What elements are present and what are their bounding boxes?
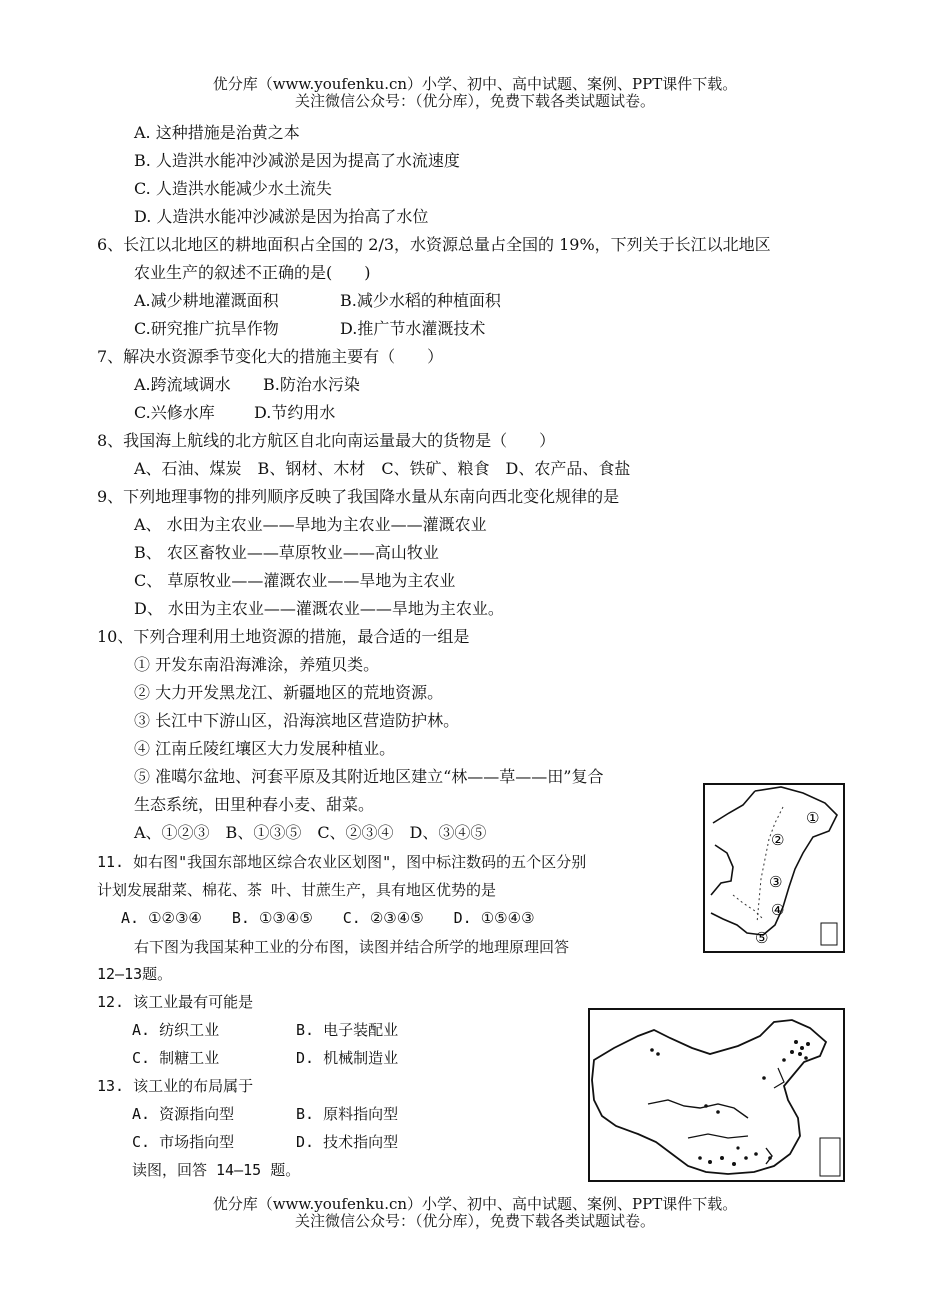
q10-item-4: ④ 江南丘陵红壤区大力发展种植业。 bbox=[134, 739, 396, 758]
q6-option-a: A.减少耕地灌溉面积 bbox=[134, 291, 279, 310]
map2-dot bbox=[768, 1156, 772, 1160]
q13-option-a: A. 资源指向型 bbox=[132, 1105, 235, 1123]
map2-dot bbox=[736, 1146, 739, 1149]
q6-option-b: B.减少水稻的种植面积 bbox=[340, 291, 501, 310]
intro-12-13-line-1: 右下图为我国某种工业的分布图，读图并结合所学的地理原理回答 bbox=[134, 938, 570, 956]
footer-line-1: 优分库（www.youfenku.cn）小学、初中、高中试题、案例、PPT课件下载。 bbox=[212, 1195, 738, 1213]
q7-option-d: D.节约用水 bbox=[254, 403, 336, 422]
q12-option-a: A. 纺织工业 bbox=[132, 1021, 220, 1039]
footer-line-2: 关注微信公众号：（优分库），免费下载各类试题试卷。 bbox=[294, 1212, 655, 1230]
map2-dot bbox=[698, 1156, 702, 1160]
q8-stem: 8、我国海上航线的北方航区自北向南运量最大的货物是（ ） bbox=[97, 431, 556, 450]
map2-dot bbox=[744, 1156, 748, 1160]
map2-dot bbox=[732, 1162, 736, 1166]
eastern-china-agriculture-map bbox=[703, 783, 845, 953]
map2-dot bbox=[800, 1046, 804, 1050]
q5-option-c: C. 人造洪水能减少水土流失 bbox=[134, 179, 332, 198]
q9-option-c: C、 草原牧业——灌溉农业——旱地为主农业 bbox=[134, 571, 456, 590]
map1-label-5: ⑤ bbox=[755, 929, 769, 947]
q12-option-d: D. 机械制造业 bbox=[296, 1049, 399, 1067]
map1-label-4: ④ bbox=[771, 901, 785, 919]
q9-option-d: D、 水田为主农业——灌溉农业——旱地为主农业。 bbox=[134, 599, 504, 618]
map2-dot bbox=[754, 1152, 758, 1156]
q7-stem: 7、解决水资源季节变化大的措施主要有（ ） bbox=[97, 347, 444, 366]
map2-border bbox=[589, 1009, 844, 1181]
q12-stem: 12. 该工业最有可能是 bbox=[97, 993, 254, 1011]
q6-option-c: C.研究推广抗旱作物 bbox=[134, 319, 279, 338]
map2-dot bbox=[720, 1156, 724, 1160]
q10-item-1: ① 开发东南沿海滩涂，养殖贝类。 bbox=[134, 655, 380, 674]
map2-dot bbox=[782, 1058, 786, 1062]
q6-stem-line-2: 农业生产的叙述不正确的是( ) bbox=[134, 263, 371, 282]
map2-dot bbox=[716, 1110, 720, 1114]
map2-dot bbox=[704, 1104, 708, 1108]
intro-12-13-line-2: 12—13题。 bbox=[97, 965, 173, 983]
map2-dot bbox=[804, 1056, 808, 1060]
map1-label-3: ③ bbox=[769, 873, 783, 891]
q5-option-a: A. 这种措施是治黄之本 bbox=[134, 123, 300, 142]
q10-options: A、①②③ B、①③⑤ C、②③④ D、③④⑤ bbox=[134, 823, 487, 842]
q13-stem: 13. 该工业的布局属于 bbox=[97, 1077, 254, 1095]
q6-option-d: D.推广节水灌溉技术 bbox=[340, 319, 486, 338]
q7-option-c: C.兴修水库 bbox=[134, 403, 215, 422]
q11-stem-line-2: 计划发展甜菜、棉花、茶 叶、甘蔗生产，具有地区优势的是 bbox=[97, 881, 497, 899]
q7-option-b: B.防治水污染 bbox=[263, 375, 360, 394]
q9-option-a: A、 水田为主农业——旱地为主农业——灌溉农业 bbox=[134, 515, 487, 534]
map2-dot bbox=[656, 1052, 660, 1056]
map2-dot bbox=[806, 1042, 810, 1046]
header-line-2: 关注微信公众号：（优分库），免费下载各类试题试卷。 bbox=[294, 92, 655, 110]
q9-stem: 9、下列地理事物的排列顺序反映了我国降水量从东南向西北变化规律的是 bbox=[97, 487, 620, 506]
q12-option-b: B. 电子装配业 bbox=[296, 1021, 399, 1039]
map2-dot bbox=[790, 1050, 794, 1054]
q12-option-c: C. 制糖工业 bbox=[132, 1049, 220, 1067]
q11-stem-line-1: 11. 如右图"我国东部地区综合农业区划图"，图中标注数码的五个区分别 bbox=[97, 853, 587, 871]
q13-option-b: B. 原料指向型 bbox=[296, 1105, 399, 1123]
q5-option-b: B. 人造洪水能冲沙减淤是因为提高了水流速度 bbox=[134, 151, 460, 170]
map1-label-1: ① bbox=[806, 809, 820, 827]
industry-distribution-map bbox=[588, 1008, 845, 1182]
q6-stem-line-1: 6、长江以北地区的耕地面积占全国的 2/3，水资源总量占全国的 19%，下列关于长江以北地区 bbox=[97, 235, 771, 254]
map2-dot bbox=[708, 1160, 712, 1164]
map1-label-2: ② bbox=[771, 831, 785, 849]
q10-item-3: ③ 长江中下游山区，沿海滨地区营造防护林。 bbox=[134, 711, 460, 730]
q10-item-5-cont: 生态系统，田里种春小麦、甜菜。 bbox=[134, 795, 375, 814]
map2-dot bbox=[798, 1052, 802, 1056]
q10-item-5: ⑤ 准噶尔盆地、河套平原及其附近地区建立“林——草——田”复合 bbox=[134, 767, 604, 786]
q9-option-b: B、 农区畜牧业——草原牧业——高山牧业 bbox=[134, 543, 439, 562]
intro-14-15: 读图，回答 14—15 题。 bbox=[132, 1161, 301, 1179]
q13-option-d: D. 技术指向型 bbox=[296, 1133, 399, 1151]
header-line-1: 优分库（www.youfenku.cn）小学、初中、高中试题、案例、PPT课件下载。 bbox=[212, 75, 738, 93]
q10-stem: 10、下列合理利用土地资源的措施，最合适的一组是 bbox=[97, 627, 470, 646]
q7-option-a: A.跨流域调水 bbox=[134, 375, 231, 394]
q5-option-d: D. 人造洪水能冲沙减淤是因为抬高了水位 bbox=[134, 207, 429, 226]
q10-item-2: ② 大力开发黑龙江、新疆地区的荒地资源。 bbox=[134, 683, 444, 702]
q13-option-c: C. 市场指向型 bbox=[132, 1133, 235, 1151]
map2-dot bbox=[650, 1048, 654, 1052]
map2-dot bbox=[794, 1040, 798, 1044]
q8-options: A、石油、煤炭 B、钢材、木材 C、铁矿、粮食 D、农产品、食盐 bbox=[134, 459, 631, 478]
map2-dot bbox=[762, 1076, 766, 1080]
q11-options: A. ①②③④ B. ①③④⑤ C. ②③④⑤ D. ①⑤④③ bbox=[121, 909, 535, 927]
